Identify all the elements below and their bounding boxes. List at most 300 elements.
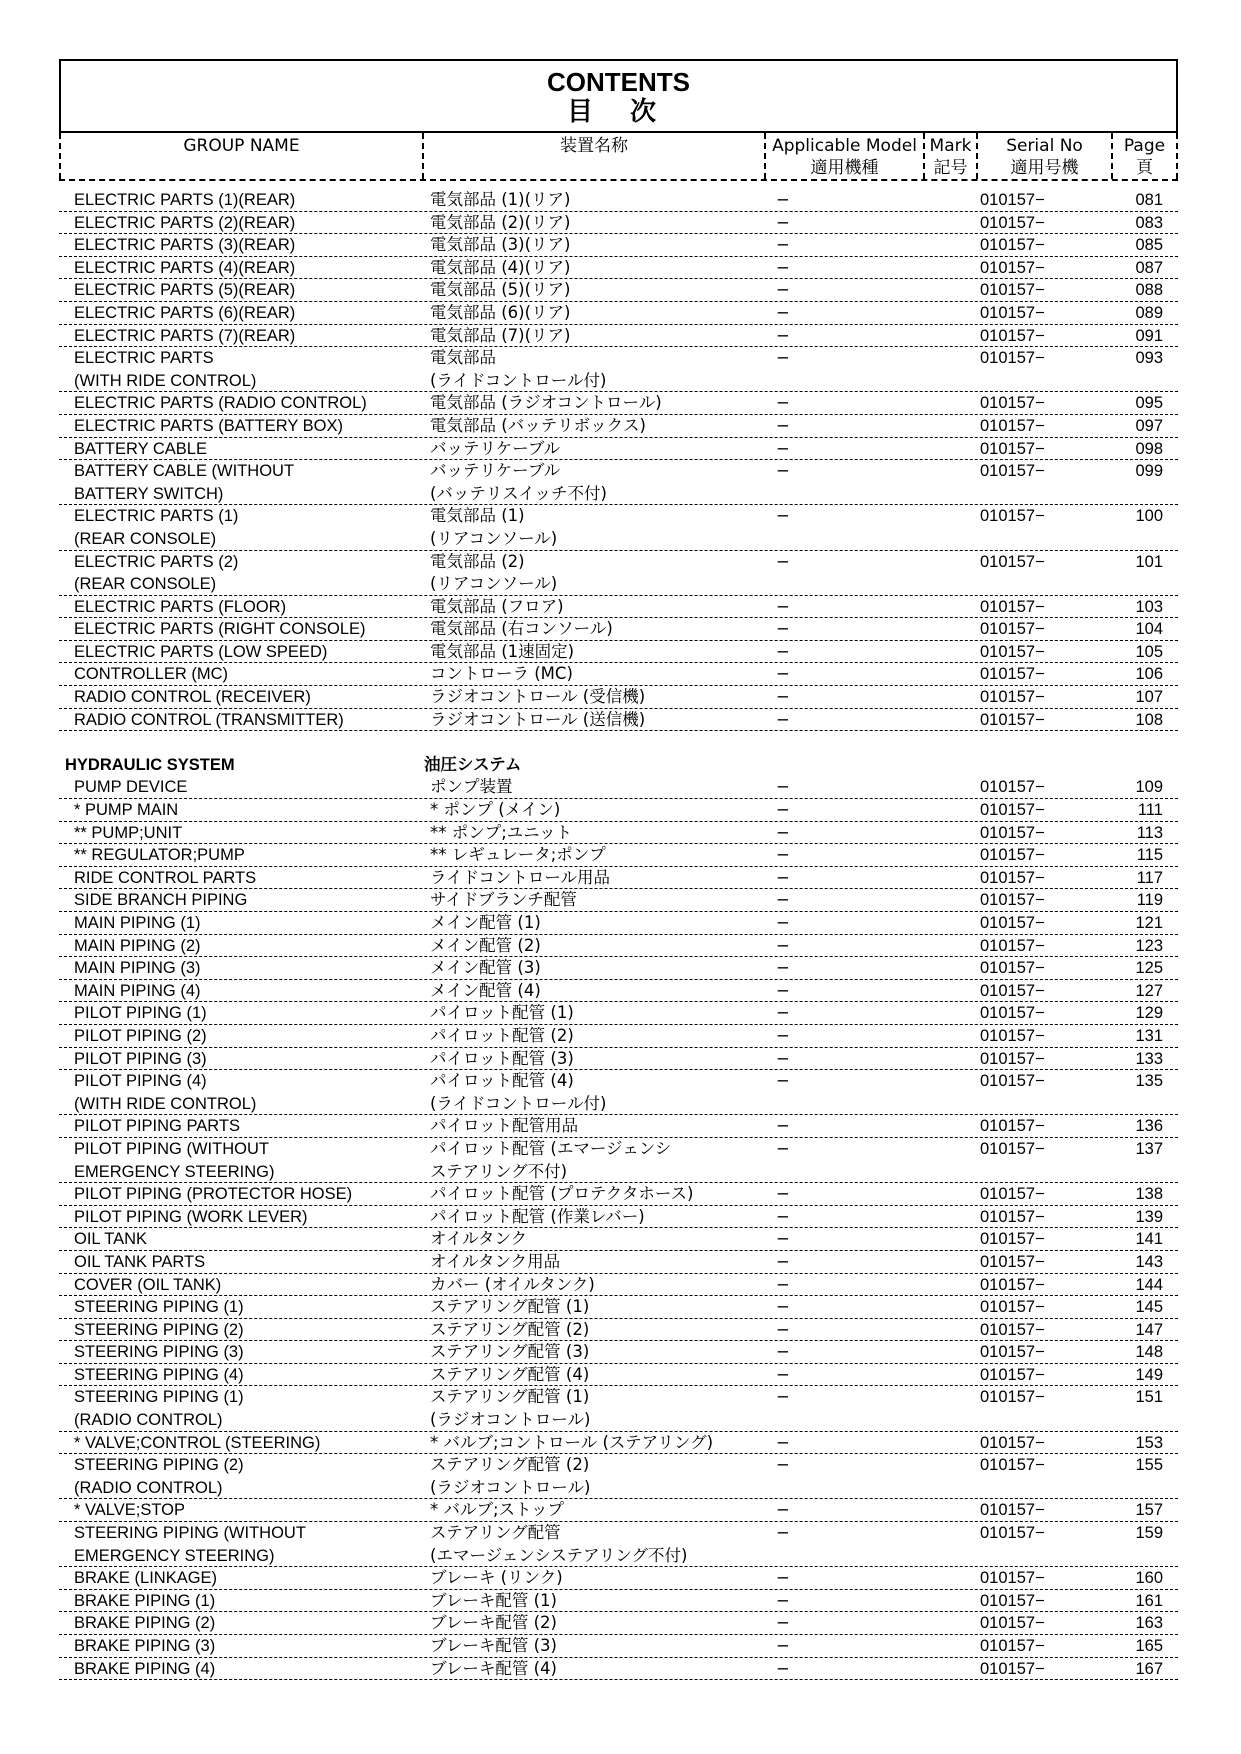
page-cell: 088 [1135,281,1163,300]
group-name-cell: STEERING PIPING (1) (RADIO CONTROL) [74,1388,244,1430]
serial-cell: 010157− [980,846,1045,865]
table-row [59,415,1178,438]
applicable-model-cell: − [776,348,790,368]
table-row [59,663,1178,686]
applicable-model-cell: − [776,1523,790,1543]
jp-name-cell: ポンプ装置 [430,777,513,797]
group-name-cell: ELECTRIC PARTS (BATTERY BOX) [74,416,343,435]
mark-cell [925,1002,978,1024]
serial-cell: 010157− [980,823,1045,842]
mark-cell [925,1567,978,1589]
serial-cell: 010157− [980,281,1045,300]
page-cell: 123 [1135,936,1163,955]
page-cell: 103 [1135,597,1163,616]
serial-cell: 010157− [980,349,1045,368]
group-name-cell: ELECTRIC PARTS (1)(REAR) [74,191,296,209]
serial-cell: 010157− [980,1117,1045,1136]
mark-cell [925,776,978,798]
applicable-model-cell: − [776,1274,790,1294]
jp-name-cell: * バルブ;コントロール (ステアリング) [430,1432,714,1452]
applicable-model-cell: − [776,1206,790,1226]
applicable-model-cell: − [776,1025,790,1045]
group-name-cell: RADIO CONTROL (RECEIVER) [74,688,311,707]
applicable-model-cell: − [776,1342,790,1362]
applicable-model-cell: − [776,415,790,435]
page-cell: 100 [1135,507,1163,526]
group-name-cell: PILOT PIPING (2) [74,1026,207,1045]
serial-cell: 010157− [980,1614,1045,1633]
table-row [59,257,1178,280]
serial-cell: 010157− [980,258,1045,277]
table-row [59,1206,1178,1229]
serial-cell: 010157− [980,1524,1045,1543]
page-cell: 127 [1135,981,1163,1000]
page-cell: 081 [1135,191,1163,209]
applicable-model-cell: − [776,596,790,616]
serial-cell: 010157− [980,801,1045,820]
table-row [59,1590,1178,1613]
mark-cell [925,980,978,1002]
group-name-cell: * PUMP MAIN [74,801,179,820]
page-cell: 117 [1136,868,1163,887]
jp-name-cell: メイン配管 (4) [430,980,541,1000]
table-row [59,1070,1178,1115]
serial-cell: 010157− [980,236,1045,255]
applicable-model-cell: − [776,958,790,978]
group-name-cell: ** PUMP;UNIT [74,823,183,842]
group-name-cell: ELECTRIC PARTS (2)(REAR) [74,213,296,232]
jp-name-cell: メイン配管 (2) [430,935,541,955]
page-cell: 104 [1135,620,1163,639]
group-name-cell: ELECTRIC PARTS (FLOOR) [74,597,287,616]
serial-cell: 010157− [980,778,1045,797]
jp-name-cell: ステアリング配管 (4) [430,1364,590,1384]
table-row [59,1251,1178,1274]
jp-name-cell: 電気部品 (ラジオコントロール) [430,393,662,413]
group-name-cell: PILOT PIPING (3) [74,1049,207,1068]
hydraulic-rows [59,776,1178,1680]
page-cell: 155 [1135,1456,1163,1475]
table-row [59,1454,1178,1499]
table-header [59,133,1178,181]
serial-cell: 010157− [980,1433,1045,1452]
mark-cell [925,686,978,708]
jp-name-cell: 電気部品 (3)(リア) [430,235,571,255]
applicable-model-cell: − [776,822,790,842]
group-name-cell: STEERING PIPING (2) (RADIO CONTROL) [74,1456,244,1497]
mark-cell [925,641,978,663]
table-row [59,1319,1178,1342]
table-row [59,325,1178,348]
group-name-cell: * VALVE;STOP [74,1501,185,1520]
applicable-model-cell: − [776,1116,790,1136]
page-cell: 083 [1135,213,1163,232]
applicable-model-cell: − [776,212,790,232]
applicable-model-cell: − [776,1636,790,1655]
table-row [59,935,1178,958]
serial-cell: 010157− [980,462,1045,481]
serial-cell: 010157− [980,642,1045,661]
group-name-cell: RADIO CONTROL (TRANSMITTER) [74,710,344,729]
serial-cell: 010157− [980,507,1045,526]
group-name-cell: PILOT PIPING PARTS [74,1117,240,1136]
applicable-model-cell: − [776,867,790,887]
table-row [59,1138,1178,1183]
table-row [59,1567,1178,1590]
serial-cell: 010157− [980,326,1045,345]
group-name-cell: STEERING PIPING (3) [74,1343,244,1362]
section-title-jp: 油圧システム [424,754,522,774]
page-cell: 149 [1135,1365,1163,1384]
group-name-cell: ** REGULATOR;PUMP [74,846,245,865]
mark-cell [925,1386,978,1430]
group-name-cell: BATTERY CABLE (WITHOUT BATTERY SWITCH) [74,462,295,503]
mark-cell [925,325,978,347]
serial-cell: 010157− [980,1501,1045,1520]
jp-name-cell: オイルタンク [430,1229,528,1249]
jp-name-cell: パイロット配管 (プロテクタホース) [430,1184,694,1204]
jp-name-cell: 電気部品 (1速固定) [430,641,575,661]
mark-cell [925,302,978,324]
page-cell: 121 [1135,914,1163,932]
serial-cell: 010157− [980,1637,1045,1655]
jp-name-cell: 電気部品 (1)(リア) [430,190,571,209]
applicable-model-cell: − [776,1432,790,1452]
mark-cell [925,257,978,279]
mark-cell [925,1432,978,1454]
page-cell: 160 [1135,1569,1163,1588]
applicable-model-cell: − [776,280,790,300]
page-cell: 133 [1135,1049,1163,1068]
page-cell: 143 [1135,1252,1163,1271]
header-page: Page 頁 [1113,133,1178,179]
page-cell: 163 [1135,1614,1163,1633]
group-name-cell: OIL TANK [74,1230,148,1249]
mark-cell [925,1364,978,1386]
jp-name-cell: 電気部品 (4)(リア) [430,257,571,277]
jp-name-cell: 電気部品 (5)(リア) [430,280,571,300]
jp-name-cell: ステアリング配管 (1) (ラジオコントロール) [430,1387,591,1430]
mark-cell [925,1115,978,1137]
table-row [59,844,1178,867]
page-cell: 085 [1135,236,1163,255]
serial-cell: 010157− [980,1230,1045,1249]
serial-cell: 010157− [980,1343,1045,1362]
jp-name-cell: オイルタンク用品 [430,1251,561,1271]
page-cell: 113 [1136,823,1163,842]
page-cell: 087 [1135,258,1163,277]
group-name-cell: BRAKE PIPING (1) [74,1591,216,1610]
mark-cell [925,1070,978,1114]
applicable-model-cell: − [776,1364,790,1384]
page-cell: 097 [1135,416,1163,435]
group-name-cell: SIDE BRANCH PIPING [74,891,248,910]
table-row [59,1115,1178,1138]
group-name-cell: COVER (OIL TANK) [74,1275,222,1294]
jp-name-cell: 電気部品 (右コンソール) [430,619,613,639]
table-row [59,189,1178,212]
mark-cell [925,957,978,979]
group-name-cell: BRAKE PIPING (3) [74,1637,216,1655]
page-cell: 115 [1136,846,1163,865]
serial-cell: 010157− [980,303,1045,322]
header-group-name: GROUP NAME [59,133,424,179]
mark-cell [925,1341,978,1363]
group-name-cell: BRAKE (LINKAGE) [74,1569,218,1588]
group-name-cell: STEERING PIPING (2) [74,1320,244,1339]
page-cell: 111 [1137,801,1163,820]
applicable-model-cell: − [776,190,790,209]
applicable-model-cell: − [776,1613,790,1633]
page-cell: 131 [1135,1026,1163,1045]
group-name-cell: ELECTRIC PARTS (1) (REAR CONSOLE) [74,507,239,548]
group-name-cell: ELECTRIC PARTS (4)(REAR) [74,258,296,277]
group-name-cell: OIL TANK PARTS [74,1252,206,1271]
applicable-model-cell: − [776,664,790,684]
group-name-cell: ELECTRIC PARTS (3)(REAR) [74,236,296,255]
page-cell: 095 [1135,394,1163,413]
page-cell: 108 [1135,710,1163,729]
jp-name-cell: サイドブランチ配管 [430,890,577,910]
jp-name-cell: メイン配管 (1) [430,913,541,932]
table-row [59,686,1178,709]
serial-cell: 010157− [980,981,1045,1000]
jp-name-cell: パイロット配管 (作業レバー) [430,1206,645,1226]
page-cell: 141 [1135,1230,1163,1249]
group-name-cell: PUMP DEVICE [74,778,188,797]
serial-cell: 010157− [980,1207,1045,1226]
jp-name-cell: ライドコントロール用品 [430,867,611,887]
jp-name-cell: * バルブ;ストップ [430,1500,565,1520]
mark-cell [925,867,978,889]
mark-cell [925,1590,978,1612]
table-row [59,279,1178,302]
group-name-cell: PILOT PIPING (1) [74,1004,207,1023]
table-row [59,799,1178,822]
group-name-cell: PILOT PIPING (WORK LEVER) [74,1207,308,1226]
table-row [59,867,1178,890]
serial-cell: 010157− [980,1320,1045,1339]
table-row [59,822,1178,845]
table-row [59,1002,1178,1025]
mark-cell [925,234,978,256]
applicable-model-cell: − [776,461,790,481]
jp-name-cell: 電気部品 (1) (リアコンソール) [430,506,558,548]
jp-name-cell: ラジオコントロール (送信機) [430,709,646,729]
page-cell: 093 [1135,349,1163,368]
page-cell: 145 [1135,1298,1163,1317]
applicable-model-cell: − [776,438,790,458]
group-name-cell: MAIN PIPING (3) [74,959,201,978]
page-cell: 136 [1135,1117,1163,1136]
page-cell: 139 [1135,1207,1163,1226]
jp-name-cell: 電気部品 (バッテリボックス) [430,415,646,435]
applicable-model-cell: − [776,800,790,820]
serial-cell: 010157− [980,1004,1045,1023]
applicable-model-cell: − [776,1455,790,1475]
serial-cell: 010157− [980,959,1045,978]
page-cell: 151 [1135,1388,1163,1407]
serial-cell: 010157− [980,868,1045,887]
jp-name-cell: ラジオコントロール (受信機) [430,687,646,707]
jp-name-cell: ブレーキ配管 (2) [430,1613,557,1633]
group-name-cell: MAIN PIPING (2) [74,936,201,955]
group-name-cell: * VALVE;CONTROL (STEERING) [74,1433,321,1452]
group-name-cell: ELECTRIC PARTS (7)(REAR) [74,326,296,345]
jp-name-cell: ステアリング配管 (2) (ラジオコントロール) [430,1455,591,1497]
group-name-cell: ELECTRIC PARTS (2) (REAR CONSOLE) [74,552,239,594]
applicable-model-cell: − [776,1590,790,1610]
table-row [59,1658,1178,1681]
jp-name-cell: ブレーキ (リンク) [430,1568,563,1588]
applicable-model-cell: − [776,1297,790,1317]
mark-cell [925,551,978,595]
header-applicable-model: Applicable Model 適用機種 [766,133,925,179]
jp-name-cell: ブレーキ配管 (3) [430,1636,557,1655]
table-row [59,1432,1178,1455]
serial-cell: 010157− [980,891,1045,910]
group-name-cell: CONTROLLER (MC) [74,665,229,684]
group-name-cell: STEERING PIPING (WITHOUT EMERGENCY STEERING) [74,1524,306,1565]
jp-name-cell: コントローラ (MC) [430,664,573,684]
serial-cell: 010157− [980,1072,1045,1091]
table-row [59,1025,1178,1048]
applicable-model-cell: − [776,935,790,955]
jp-name-cell: * ポンプ (メイン) [430,800,561,820]
table-row [59,1386,1178,1431]
page-cell: 101 [1135,552,1163,571]
applicable-model-cell: − [776,845,790,865]
jp-name-cell: ** レギュレータ;ポンプ [430,845,606,865]
jp-name-cell: ブレーキ配管 (1) [430,1590,557,1610]
applicable-model-cell: − [776,302,790,322]
header-mark: Mark 記号 [925,133,978,179]
jp-name-cell: 電気部品 (2)(リア) [430,212,571,232]
applicable-model-cell: − [776,1071,790,1091]
group-name-cell: BRAKE PIPING (4) [74,1659,216,1678]
header-jp-name: 装置名称 [424,133,766,179]
mark-cell [925,1499,978,1521]
serial-cell: 010157− [980,620,1045,639]
applicable-model-cell: − [776,980,790,1000]
applicable-model-cell: − [776,1184,790,1204]
group-name-cell: STEERING PIPING (4) [74,1365,244,1384]
page-cell: 137 [1135,1139,1163,1158]
jp-name-cell: ステアリング配管 (3) [430,1342,590,1362]
mark-cell [925,1048,978,1070]
mark-cell [925,1454,978,1498]
group-name-cell: BATTERY CABLE [74,439,207,458]
applicable-model-cell: − [776,1568,790,1588]
page-cell: 098 [1135,439,1163,458]
mark-cell [925,1251,978,1273]
mark-cell [925,1522,978,1566]
group-name-cell: PILOT PIPING (PROTECTOR HOSE) [74,1185,353,1204]
jp-name-cell: 電気部品 (7)(リア) [430,325,571,345]
mark-cell [925,618,978,640]
mark-cell [925,663,978,685]
jp-name-cell: 電気部品 (フロア) [430,596,564,616]
page-cell: 135 [1135,1072,1163,1091]
serial-cell: 010157− [980,1365,1045,1384]
page-cell: 106 [1135,665,1163,684]
jp-name-cell: ** ポンプ;ユニット [430,822,573,842]
serial-cell: 010157− [980,552,1045,571]
serial-cell: 010157− [980,665,1045,684]
table-row [59,1499,1178,1522]
page-cell: 148 [1135,1343,1163,1362]
table-row [59,1341,1178,1364]
mark-cell [925,596,978,618]
jp-name-cell: ブレーキ配管 (4) [430,1658,557,1678]
applicable-model-cell: − [776,1319,790,1339]
serial-cell: 010157− [980,394,1045,413]
table-row [59,505,1178,550]
table-row [59,776,1178,799]
mark-cell [925,1206,978,1228]
mark-cell [925,415,978,437]
serial-cell: 010157− [980,1185,1045,1204]
applicable-model-cell: − [776,619,790,639]
table-row [59,1635,1178,1658]
page-title: CONTENTS [547,67,690,97]
mark-cell [925,1658,978,1680]
mark-cell [925,1138,978,1182]
applicable-model-cell: − [776,687,790,707]
serial-cell: 010157− [980,191,1045,209]
group-name-cell: ELECTRIC PARTS (RIGHT CONSOLE) [74,620,366,639]
table-row [59,1183,1178,1206]
serial-cell: 010157− [980,1569,1045,1588]
applicable-model-cell: − [776,1658,790,1678]
jp-name-cell: 電気部品 (2) (リアコンソール) [430,551,558,594]
table-row [59,1612,1178,1635]
applicable-model-cell: − [776,890,790,910]
applicable-model-cell: − [776,709,790,729]
group-name-cell: ELECTRIC PARTS (6)(REAR) [74,303,296,322]
applicable-model-cell: − [776,325,790,345]
page-cell: 153 [1135,1433,1163,1452]
header-serial: Serial No 適用号機 [978,133,1113,179]
page-cell: 159 [1135,1524,1163,1543]
table-row [59,980,1178,1003]
page-title-jp: 目 次 [566,97,671,127]
table-row [59,641,1178,664]
group-name-cell: PILOT PIPING (4) (WITH RIDE CONTROL) [74,1072,257,1113]
table-row [59,438,1178,461]
applicable-model-cell: − [776,506,790,526]
table-row [59,347,1178,392]
jp-name-cell: バッテリケーブル [430,438,561,458]
serial-cell: 010157− [980,1026,1045,1045]
jp-name-cell: ステアリング配管 (1) [430,1297,590,1317]
mark-cell [925,1612,978,1634]
applicable-model-cell: − [776,1048,790,1068]
mark-cell [925,822,978,844]
jp-name-cell: 電気部品 (6)(リア) [430,302,571,322]
page-cell: 165 [1135,1637,1163,1655]
group-name-cell: BRAKE PIPING (2) [74,1614,216,1633]
jp-name-cell: カバー (オイルタンク) [430,1274,595,1294]
serial-cell: 010157− [980,1275,1045,1294]
jp-name-cell: 電気部品 (ライドコントロール付) [430,348,607,390]
mark-cell [925,799,978,821]
group-name-cell: ELECTRIC PARTS (LOW SPEED) [74,642,328,661]
mark-cell [925,438,978,460]
jp-name-cell: ステアリング配管 (2) [430,1319,590,1339]
table-row [59,618,1178,641]
applicable-model-cell: − [776,1003,790,1023]
